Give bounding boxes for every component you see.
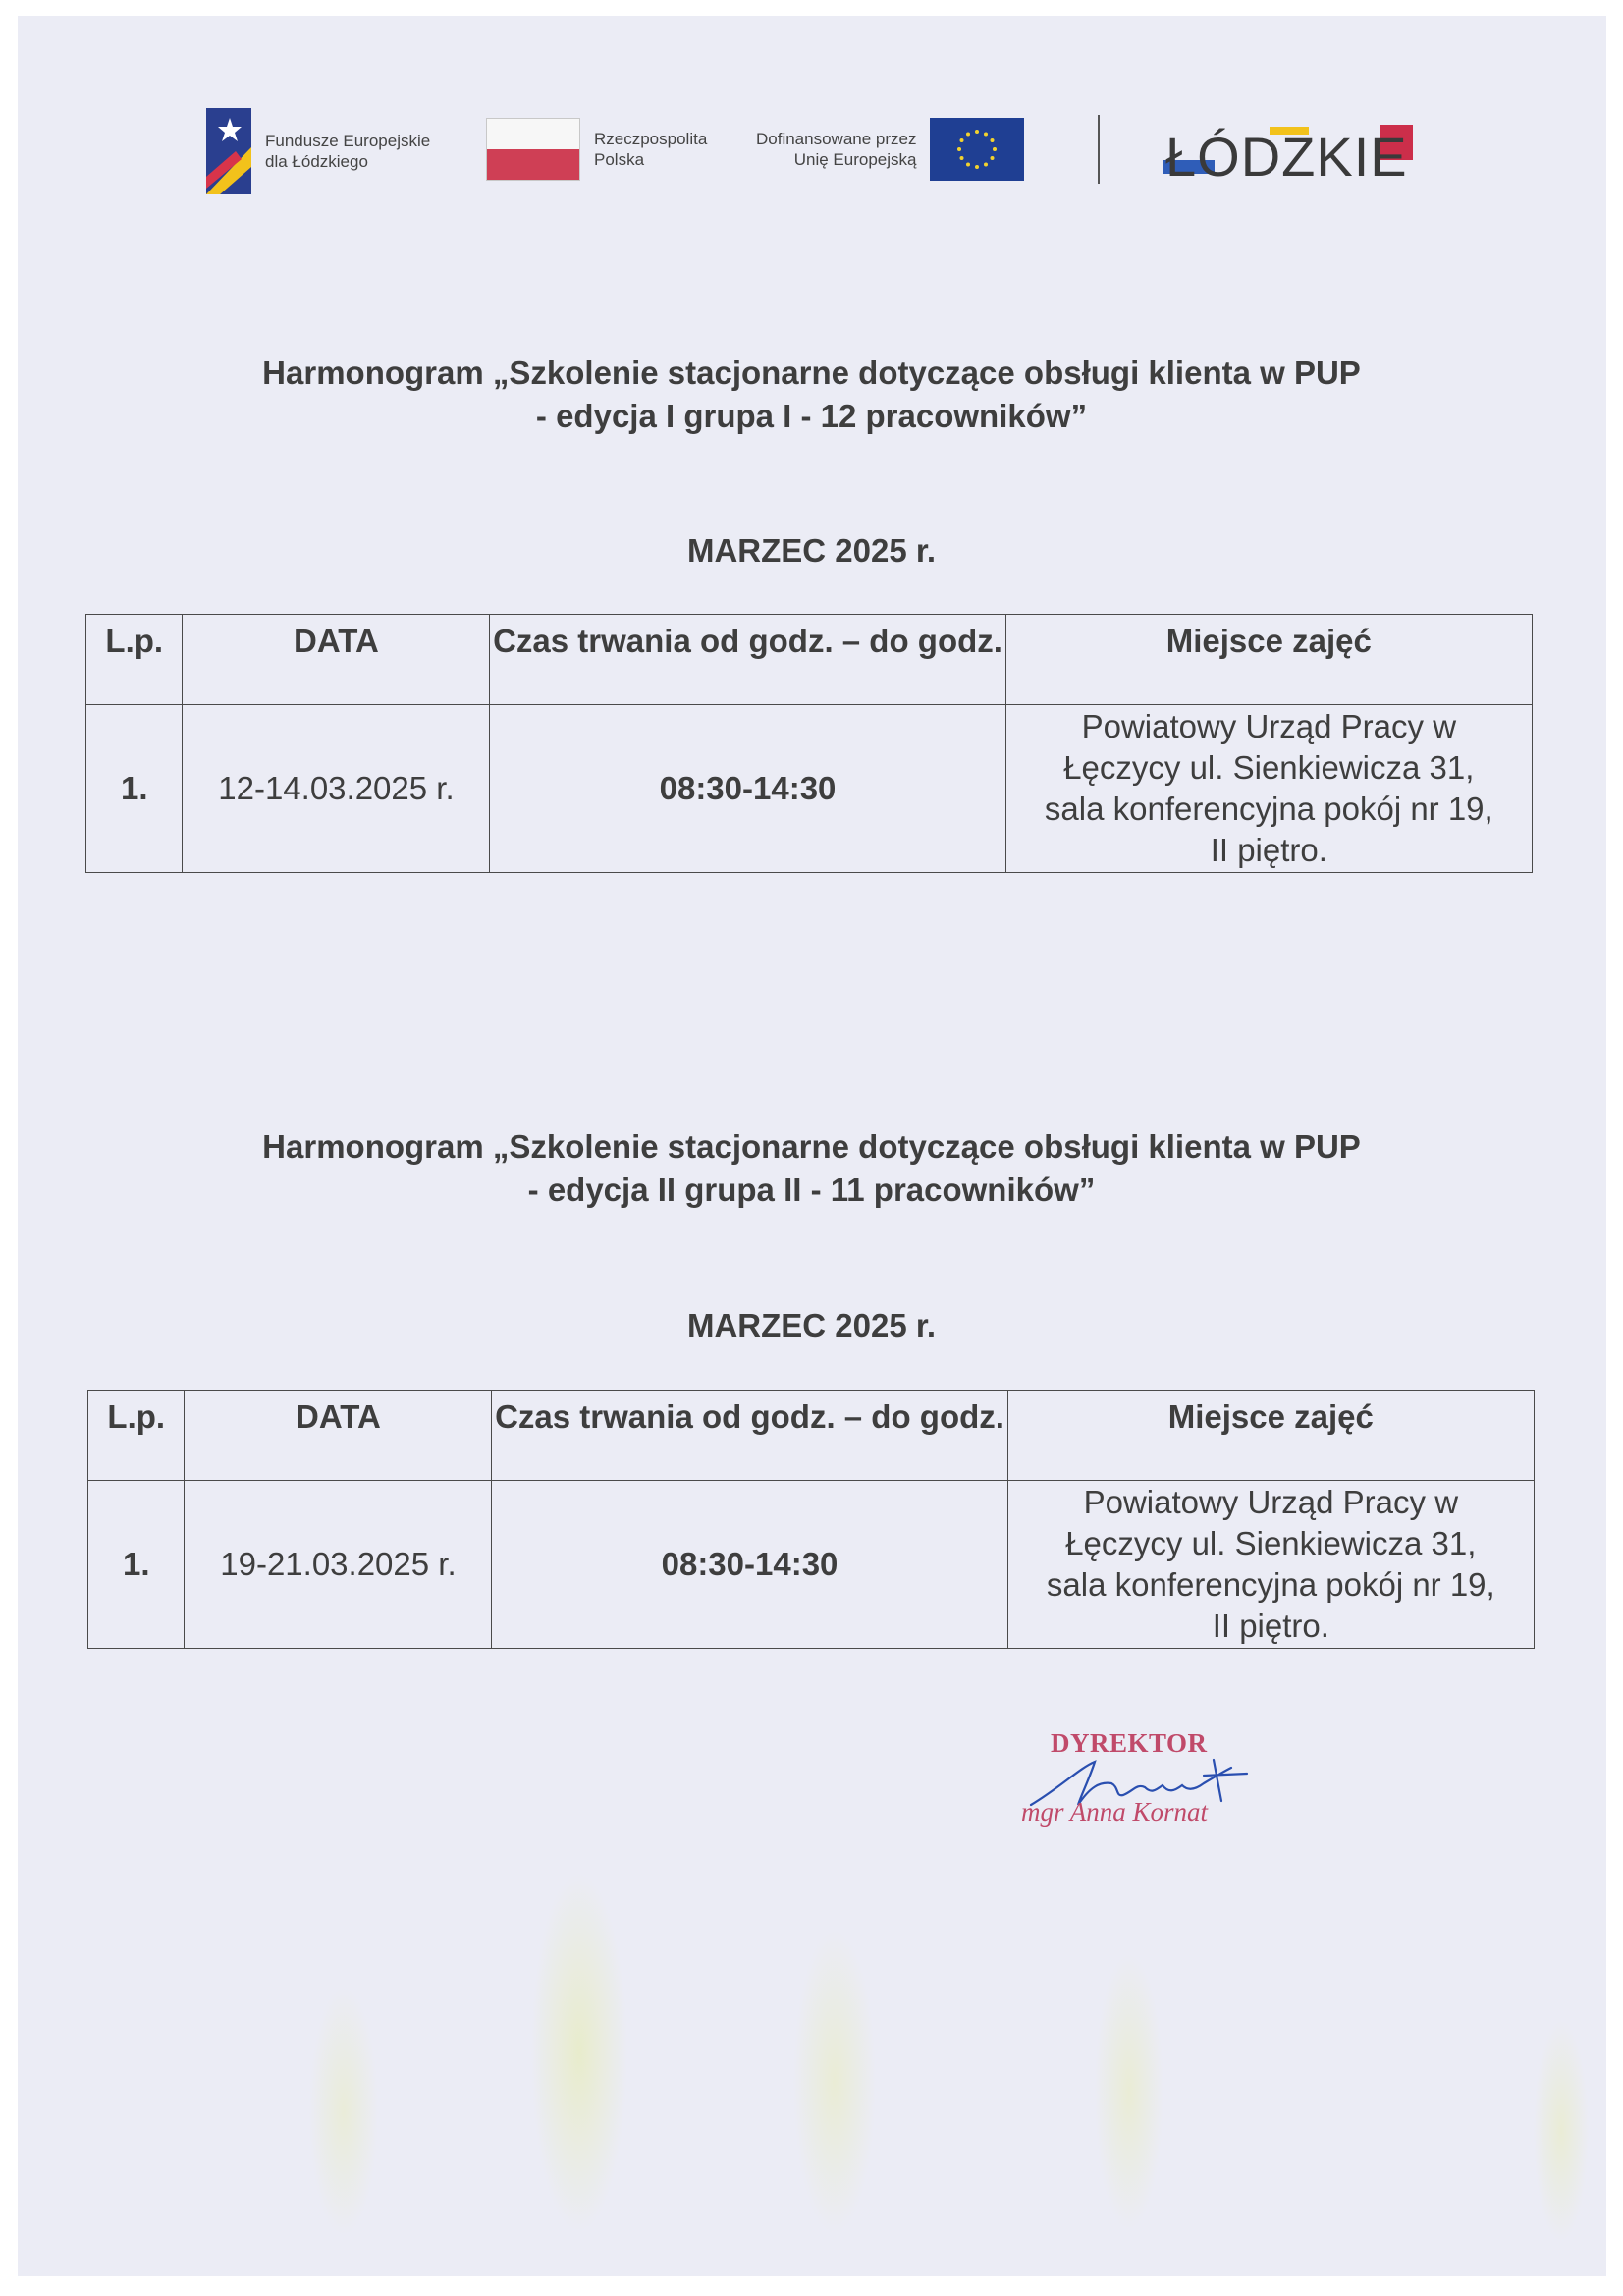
- paper-stain: [29, 1836, 1591, 2269]
- lodzkie-wordmark: ŁÓDZKIE: [1165, 126, 1408, 188]
- cell-place: [1005, 705, 1532, 873]
- section-2-title-line1: Harmonogram „Szkolenie stacjonarne dotyczące obsługi klienta w PUP: [262, 1128, 1361, 1165]
- place-line3: sala konferencyjna pokój nr 19,: [1044, 791, 1493, 827]
- cell-time: 08:30-14:30: [492, 1481, 1007, 1649]
- cell-lp: 1.: [86, 705, 183, 873]
- place-line4: II piętro.: [1212, 1608, 1329, 1644]
- header-lp: L.p.: [88, 1391, 185, 1481]
- fe-text-line2: dla Łódzkiego: [265, 152, 368, 171]
- director-signature-stamp: [1011, 1719, 1306, 1846]
- section-2-title-line2: - edycja II grupa II - 11 pracowników”: [527, 1172, 1096, 1208]
- eu-flag-icon: [930, 118, 1024, 181]
- section-1-schedule-table: [85, 614, 1533, 873]
- signature-title: DYREKTOR: [1051, 1728, 1208, 1758]
- section-2-schedule-table: [87, 1390, 1535, 1649]
- header-lp: L.p.: [86, 615, 183, 705]
- signature-name: mgr Anna Kornat: [1021, 1797, 1209, 1827]
- ue-text-line1: Dofinansowane przez: [756, 130, 917, 148]
- fundusze-europejskie-logo: [206, 108, 430, 194]
- section-2-title: [0, 1125, 1623, 1212]
- table-header-row: [86, 615, 1533, 705]
- section-1-month: MARZEC 2025 r.: [686, 532, 937, 569]
- header-data: DATA: [183, 615, 490, 705]
- header-time: Czas trwania od godz. – do godz.: [490, 615, 1005, 705]
- place-line1: Powiatowy Urząd Pracy w: [1083, 1484, 1459, 1520]
- cell-date: 12-14.03.2025 r.: [183, 705, 490, 873]
- section-1-title-line2: - edycja I grupa I - 12 pracowników”: [535, 398, 1088, 434]
- place-line2: Łęczycy ul. Sienkiewicza 31,: [1065, 1525, 1477, 1561]
- logo-separator: [1098, 115, 1100, 184]
- place-line4: II piętro.: [1210, 832, 1327, 868]
- header-time: Czas trwania od godz. – do godz.: [492, 1391, 1007, 1481]
- polish-flag-icon: [486, 118, 580, 181]
- cell-lp: 1.: [88, 1481, 185, 1649]
- section-1-title-line1: Harmonogram „Szkolenie stacjonarne dotyczące obsługi klienta w PUP: [262, 355, 1361, 391]
- table-header-row: [88, 1391, 1535, 1481]
- place-line1: Powiatowy Urząd Pracy w: [1081, 708, 1457, 744]
- table-row: [88, 1481, 1535, 1649]
- logo-bar: [206, 103, 1424, 196]
- cell-date: 19-21.03.2025 r.: [185, 1481, 492, 1649]
- ue-text-line2: Unię Europejską: [793, 150, 917, 169]
- pl-text-line2: Polska: [594, 150, 645, 169]
- rzeczpospolita-logo: [486, 118, 707, 181]
- header-place: Miejsce zajęć: [1005, 615, 1532, 705]
- header-place: Miejsce zajęć: [1007, 1391, 1534, 1481]
- fe-star-icon: [206, 108, 251, 194]
- header-data: DATA: [185, 1391, 492, 1481]
- section-2-month: MARZEC 2025 r.: [686, 1307, 937, 1343]
- place-line2: Łęczycy ul. Sienkiewicza 31,: [1063, 749, 1475, 786]
- eu-logo: [756, 118, 1024, 181]
- section-1-title: [0, 352, 1623, 438]
- pl-text-line1: Rzeczpospolita: [594, 130, 708, 148]
- lodzkie-logo: [1163, 117, 1419, 195]
- table-row: [86, 705, 1533, 873]
- fe-text-line1: Fundusze Europejskie: [265, 132, 431, 150]
- cell-time: 08:30-14:30: [490, 705, 1005, 873]
- place-line3: sala konferencyjna pokój nr 19,: [1046, 1566, 1495, 1603]
- cell-place: [1007, 1481, 1534, 1649]
